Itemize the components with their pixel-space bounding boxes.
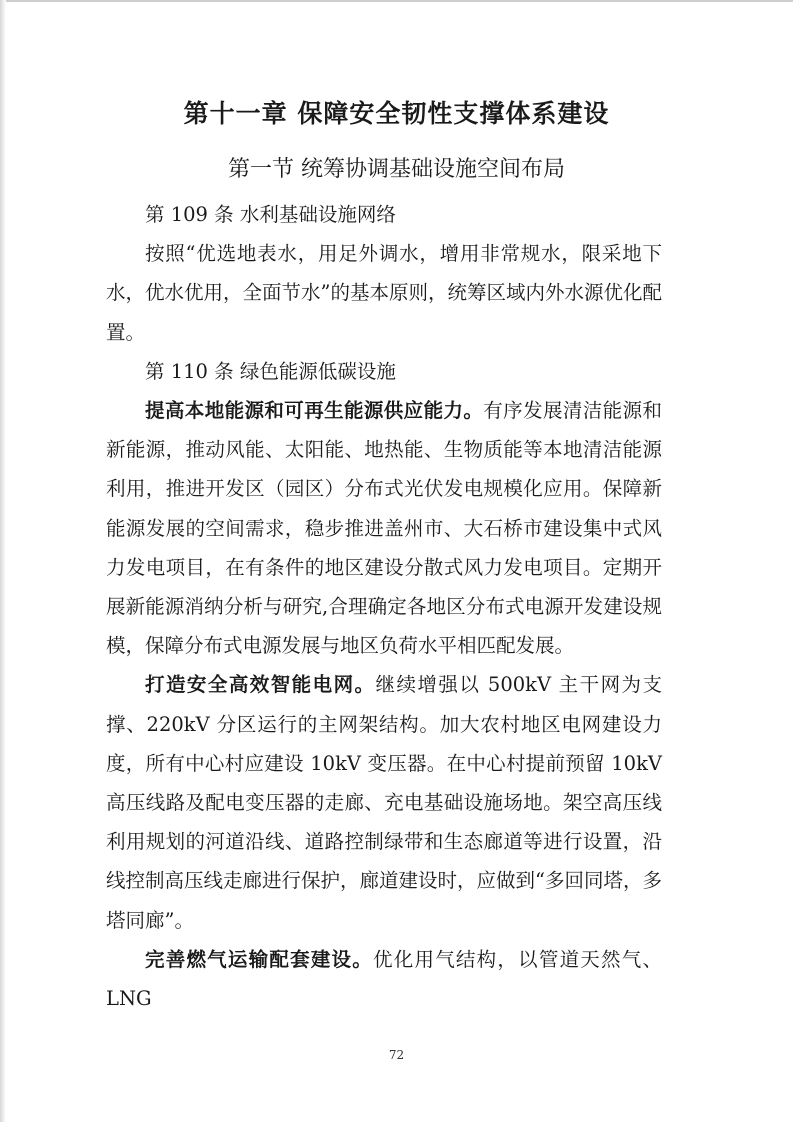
gas-transport-paragraph <box>106 940 662 1018</box>
smart-grid-body: 继续增强以 500kV 主干网为支撑、220kV 分区运行的主网架结构。加大农村地区电网建设力度，所有中心村应建设 10kV 变压器。在中心村提前预留 10kV 高压线路及配电变压器的走廊、充电基础设施场地。架空高压线利用规划的河道沿线、道路控制绿带和生态廊道等进行设置，沿线控制高压线走廊进行保护，廊道建设时，应做到“多回同塔，多塔同廊”。 <box>106 673 662 932</box>
energy-supply-paragraph <box>106 391 662 665</box>
page-number: 72 <box>388 1048 405 1062</box>
gas-transport-body: 优化用气结构，以管道天然气、LNG <box>106 947 662 1011</box>
scan-top-edge <box>0 0 793 2</box>
section-title: 第一节 统筹协调基础设施空间布局 <box>228 157 565 182</box>
article-109-heading: 第 109 条 水利基础设施网络 <box>145 203 396 226</box>
document-body <box>106 195 662 1018</box>
energy-supply-lead: 提高本地能源和可再生能源供应能力。 <box>145 399 484 423</box>
article-110-heading: 第 110 条 绿色能源低碳设施 <box>145 359 396 383</box>
chapter-title: 第十一章 保障安全韧性支撑体系建设 <box>183 99 610 128</box>
energy-supply-body: 有序发展清洁能源和新能源，推动风能、太阳能、地热能、生物质能等本地清洁能源利用，推进开发区（园区）分布式光伏发电规模化应用。保障新能源发展的空间需求，稳步推进盖州市、大石桥市建设集中式风力发电项目，在有条件的地区建设分散式风力发电项目。定期开展新能源消纳分析与研究,合理确定各地区分布式电源开发建设规模，保障分布式电源发展与地区负荷水平相匹配发展。 <box>106 399 662 658</box>
smart-grid-paragraph <box>106 665 662 939</box>
gas-transport-lead: 完善燃气运输配套建设。 <box>145 947 374 971</box>
article-109-paragraph: 按照“优选地表水，用足外调水，增用非常规水，限采地下水，优水优用，全面节水”的基本原则，统筹区域内外水源优化配置。 <box>106 242 662 344</box>
smart-grid-lead: 打造安全高效智能电网。 <box>145 673 376 697</box>
